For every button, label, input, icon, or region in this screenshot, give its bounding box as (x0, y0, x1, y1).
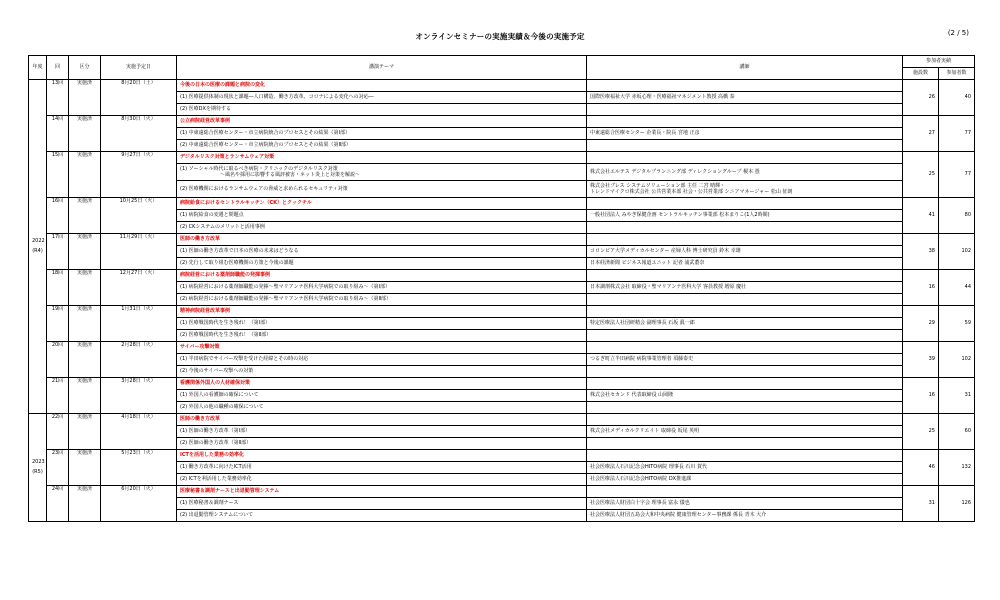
speaker-cell (587, 474, 903, 486)
round-cell: 13回 (47, 80, 69, 116)
session-title: 公立病院経営改革事例 (180, 117, 231, 124)
speaker-subtext: トレンドマイクロ株式会社 公共営業本部 社会・公共営業部 シニアマネージャー 松山 征朗 (590, 189, 793, 195)
facilities-count: 26 (903, 80, 939, 116)
speaker-cell-empty (587, 234, 903, 246)
date-cell: 9月27日（火） (101, 152, 177, 198)
session-title: 病院給食におけるセントラルキッチン（CK）とクックチル (180, 199, 312, 206)
session-row (29, 486, 975, 498)
date-cell: 5月23日（火） (101, 450, 177, 486)
speaker-cell (587, 258, 903, 270)
date-cell: 8月30日（火） (101, 116, 177, 152)
topic-cell (177, 181, 587, 198)
date-cell: 12月27日（火） (101, 270, 177, 306)
session-title-cell (177, 450, 587, 462)
session-title: ICTを活用した業務の効率化 (180, 451, 244, 458)
session-row (29, 270, 975, 282)
topic-text: (1) 病院給食の変遷と問題点 (180, 211, 244, 218)
speaker-cell-empty (587, 116, 903, 128)
page-number: (2 / 5) (947, 29, 969, 37)
header-date: 実施予定日 (101, 56, 177, 80)
session-title-cell (177, 80, 587, 92)
speaker-cell (587, 128, 903, 140)
persons-count: 59 (939, 306, 975, 342)
topic-text: (2) 医師の働き方改革（第Ⅱ部） (180, 439, 252, 446)
session-title-cell (177, 152, 587, 164)
session-title: 看護関係外国人の人材確保対策 (180, 379, 251, 386)
session-title-cell (177, 378, 587, 390)
round-cell: 15回 (47, 152, 69, 198)
persons-count: 126 (939, 486, 975, 522)
session-title: デジタルリスク対策とランサムウェア対策 (180, 153, 275, 160)
session-title: 医師の働き方改革 (180, 415, 221, 422)
session-row (29, 152, 975, 164)
topic-text: (2) 今後のサイバー攻撃への対策 (180, 367, 254, 374)
status-cell: 実施済 (69, 306, 101, 342)
topic-cell (177, 354, 587, 366)
topic-cell (177, 258, 587, 270)
topic-cell (177, 92, 587, 104)
topic-text: (1) 外国人の看護師の確保について (180, 391, 259, 398)
round-cell: 19回 (47, 306, 69, 342)
round-cell: 18回 (47, 270, 69, 306)
topic-text: (1) ソーシャル時代に取るべき病院・クリニックのデジタルリスク対策 (180, 166, 338, 172)
facilities-count: 25 (903, 414, 939, 450)
persons-count: 132 (939, 450, 975, 486)
topic-cell (177, 294, 587, 306)
topic-cell (177, 426, 587, 438)
topic-cell (177, 330, 587, 342)
date-cell: 8月20日（土） (101, 80, 177, 116)
topic-text: (1) 半田病院でサイバー攻撃を受けた経緯とその時の対応 (180, 355, 309, 362)
status-cell: 実施済 (69, 152, 101, 198)
facilities-count: 38 (903, 234, 939, 270)
topic-text: (1) 医師の働き方改革（第Ⅰ部） (180, 427, 251, 434)
topic-cell (177, 282, 587, 294)
round-cell: 14回 (47, 116, 69, 152)
speaker-cell-empty (587, 198, 903, 210)
session-row (29, 342, 975, 354)
header-theme: 講演テーマ (177, 56, 587, 80)
date-cell: 10月25日（火） (101, 198, 177, 234)
speaker-text: 日本経済新聞 ビジネス報道ユニット 記者 浦武董奈 (590, 259, 705, 266)
session-row (29, 450, 975, 462)
status-cell: 実施済 (69, 342, 101, 378)
speaker-cell (587, 210, 903, 222)
session-title: 病院経営における薬剤師職能の発揮事例 (180, 271, 271, 278)
status-cell: 実施済 (69, 486, 101, 522)
topic-subtext: ～風名や採用に影響する風評被害・ネット炎上と対策を解説～ (220, 172, 361, 178)
facilities-count: 16 (903, 378, 939, 414)
speaker-text: 社会医療法人財団白十字会 理事長 富永 儀也 (590, 499, 690, 506)
speaker-cell (587, 222, 903, 234)
facilities-count: 29 (903, 306, 939, 342)
header-persons: 参加者数 (939, 68, 975, 80)
speaker-cell (587, 390, 903, 402)
speaker-cell (587, 498, 903, 510)
speaker-cell (587, 246, 903, 258)
year-cell (29, 414, 47, 522)
persons-count: 77 (939, 116, 975, 152)
session-title-cell (177, 234, 587, 246)
topic-cell (177, 498, 587, 510)
speaker-cell-empty (587, 306, 903, 318)
status-cell: 実施済 (69, 80, 101, 116)
topic-text: (2) 外国人の他の職種の確保について (180, 403, 264, 410)
speaker-cell-empty (587, 378, 903, 390)
status-cell: 実施済 (69, 234, 101, 270)
session-title-cell (177, 116, 587, 128)
session-title-cell (177, 270, 587, 282)
topic-cell (177, 402, 587, 414)
topic-cell (177, 318, 587, 330)
session-row (29, 116, 975, 128)
header-year: 年度 (29, 56, 47, 80)
date-cell: 6月20日（火） (101, 486, 177, 522)
speaker-cell-empty (587, 486, 903, 498)
session-title: サイバー攻撃対策 (180, 343, 220, 350)
status-cell: 実施済 (69, 378, 101, 414)
session-title-cell (177, 198, 587, 210)
speaker-text: 特定医療法人社団研精会 副理事長 石坂 眞一郎 (590, 319, 695, 326)
session-row (29, 378, 975, 390)
speaker-cell (587, 402, 903, 414)
speaker-text: 社会医療法人石川記念会HITO病院 理事長 石川 賀代 (590, 463, 707, 470)
speaker-cell (587, 426, 903, 438)
topic-cell (177, 104, 587, 116)
persons-count: 80 (939, 198, 975, 234)
speaker-cell (587, 294, 903, 306)
speaker-text: 社会医療法人財団五島会大和中央病院 健康管理センター事務課 係長 青木 大介 (590, 511, 767, 518)
topic-cell (177, 222, 587, 234)
seminar-table (28, 55, 975, 522)
session-row (29, 414, 975, 426)
year-cell (29, 80, 47, 414)
round-cell: 21回 (47, 378, 69, 414)
persons-count: 40 (939, 80, 975, 116)
topic-text: (2) 出退勤管理システムについて (180, 511, 254, 518)
speaker-cell (587, 318, 903, 330)
year-era: (R5) (32, 468, 43, 475)
round-cell: 23回 (47, 450, 69, 486)
speaker-cell (587, 164, 903, 181)
topic-text: (2) ICTを利活用した業務効率化 (180, 475, 252, 482)
speaker-text: 株式会社メディカルクリエイト 取締役 坂尾 英明 (590, 427, 700, 434)
header-category: 区分 (69, 56, 101, 80)
topic-cell (177, 210, 587, 222)
page-title: オンラインセミナーの実施実績＆今後の実施予定 (415, 32, 585, 41)
speaker-cell (587, 366, 903, 378)
topic-cell (177, 462, 587, 474)
round-cell: 24回 (47, 486, 69, 522)
session-title: 今後の日本の医療の課題と病院の変化 (180, 81, 266, 88)
topic-text: (1) 働き方改革に向けたICT活用 (180, 463, 252, 470)
speaker-cell-empty (587, 450, 903, 462)
topic-text: (1) 中東遠総合医療センター・市立病院統合のプロセスとその結果（第Ⅰ部） (180, 129, 350, 136)
topic-text: (2) 中東遠総合医療センター・市立病院統合のプロセスとその結果（第Ⅱ部） (180, 141, 351, 148)
round-cell: 17回 (47, 234, 69, 270)
facilities-count: 27 (903, 116, 939, 152)
topic-text: (1) 医療提供体制の現状と課題―人口構造、働き方改革、コロナによる変化への対応― (180, 93, 374, 100)
topic-cell (177, 164, 587, 181)
topic-cell (177, 438, 587, 450)
session-row (29, 80, 975, 92)
speaker-cell (587, 92, 903, 104)
speaker-cell (587, 462, 903, 474)
date-cell: 2月28日（火） (101, 342, 177, 378)
speaker-cell-empty (587, 270, 903, 282)
speaker-cell-empty (587, 80, 903, 92)
session-title-cell (177, 414, 587, 426)
speaker-text: 日本調剤株式会社 取締役・聖マリアンナ医科大学 客員教授 増原 慶壮 (590, 283, 747, 290)
persons-count: 102 (939, 342, 975, 378)
year-label: 2023 (32, 459, 45, 465)
session-title-cell (177, 486, 587, 498)
speaker-text: 社会医療法人石川記念会HITO病院 DX推進課 (590, 475, 692, 482)
persons-count: 102 (939, 234, 975, 270)
topic-text: (2) CKシステムのメリットと活用事例 (180, 223, 265, 230)
speaker-cell (587, 282, 903, 294)
speaker-cell-empty (587, 342, 903, 354)
topic-text: (2) 先行して取り組む医療機関の方策と今後の課題 (180, 259, 294, 266)
status-cell: 実施済 (69, 116, 101, 152)
topic-cell (177, 390, 587, 402)
date-cell: 1月31日（火） (101, 306, 177, 342)
header-round: 回 (47, 56, 69, 80)
speaker-text: 株式会社エルテス デジタルプランニング部 ディレクショングループ 榎本 憑 (590, 169, 760, 175)
persons-count: 31 (939, 378, 975, 414)
speaker-text: 株式会社ブレス システムソリューション部 主任 二宮 晴輝・ (590, 183, 726, 189)
speaker-text: 中東遠総合医療センター 企業長・院長 宮地 正彦 (590, 129, 700, 136)
topic-cell (177, 474, 587, 486)
topic-text: (1) 医師の働き方改革で日本の医療の未来はどうなる (180, 247, 299, 254)
topic-cell (177, 140, 587, 152)
round-cell: 16回 (47, 198, 69, 234)
year-era: (R4) (32, 247, 43, 254)
date-cell: 11月29日（火） (101, 234, 177, 270)
speaker-cell (587, 438, 903, 450)
speaker-text: 国際医療福祉大学 赤坂心理・医療福祉マネジメント教授 高橋 泰 (590, 93, 735, 100)
speaker-text: 一般社団法人 みやぎ保健企画 セントラルキッチン事業部 松本まりこ(1人2時間) (590, 211, 770, 218)
year-label: 2022 (32, 238, 45, 244)
speaker-text: 株式会社セカンド 代表取締役 山岡隆 (590, 391, 674, 398)
facilities-count: 46 (903, 450, 939, 486)
session-row (29, 306, 975, 318)
speaker-cell (587, 140, 903, 152)
session-row (29, 234, 975, 246)
round-cell: 20回 (47, 342, 69, 378)
topic-text: (2) 医療戦国時代を生き残れ！（第Ⅱ部） (180, 331, 272, 338)
topic-text: (2) 病院経営における薬剤師職能の発揮～聖マリアンナ医科大学病院での取り組み～（第Ⅱ部） (180, 295, 391, 302)
speaker-cell (587, 510, 903, 522)
header-participants: 参加者実績 (903, 56, 975, 68)
status-cell: 実施済 (69, 270, 101, 306)
speaker-cell (587, 330, 903, 342)
round-cell: 22回 (47, 414, 69, 450)
session-title: 医療秘書＆調剤ナースと出退勤管理システム (180, 487, 280, 494)
speaker-cell (587, 354, 903, 366)
speaker-text: コロンビア大学メディカルセンター 産婦人科 博士研究員 鈴木 幸雄 (590, 247, 741, 254)
header-facilities: 施設数 (903, 68, 939, 80)
topic-text: (1) 病院経営における薬剤師職能の発揮～聖マリアンナ医科大学病院での取り組み～（第Ⅰ部） (180, 283, 390, 290)
persons-count: 44 (939, 270, 975, 306)
topic-text: (1) 医療秘書＆調剤ナース (180, 499, 239, 506)
speaker-cell (587, 181, 903, 198)
facilities-count: 31 (903, 486, 939, 522)
facilities-count: 25 (903, 152, 939, 198)
speaker-cell (587, 104, 903, 116)
date-cell: 4月18日（火） (101, 414, 177, 450)
topic-cell (177, 366, 587, 378)
session-row (29, 198, 975, 210)
session-title: 医師の働き方改革 (180, 235, 221, 242)
date-cell: 3月28日（火） (101, 378, 177, 414)
facilities-count: 41 (903, 198, 939, 234)
facilities-count: 39 (903, 342, 939, 378)
session-title-cell (177, 342, 587, 354)
speaker-text: つるぎ町立半田病院 病院事業管理者 須藤泰史 (590, 355, 694, 362)
topic-text: (1) 医療戦国時代を生き残れ！（第Ⅰ部） (180, 319, 271, 326)
session-title: 精神病院経営改革事例 (180, 307, 231, 314)
status-cell: 実施済 (69, 414, 101, 450)
topic-cell (177, 246, 587, 258)
speaker-cell-empty (587, 414, 903, 426)
facilities-count: 16 (903, 270, 939, 306)
status-cell: 実施済 (69, 198, 101, 234)
status-cell: 実施済 (69, 450, 101, 486)
topic-text: (2) 医療機関におけるランサムウェアの脅威と求められるセキュリティ対策 (180, 186, 348, 192)
speaker-cell-empty (587, 152, 903, 164)
persons-count: 60 (939, 414, 975, 450)
topic-cell (177, 128, 587, 140)
topic-cell (177, 510, 587, 522)
persons-count: 77 (939, 152, 975, 198)
topic-text: (2) 医療DXを期待する (180, 105, 231, 112)
header-speaker: 講師 (587, 56, 903, 80)
session-title-cell (177, 306, 587, 318)
